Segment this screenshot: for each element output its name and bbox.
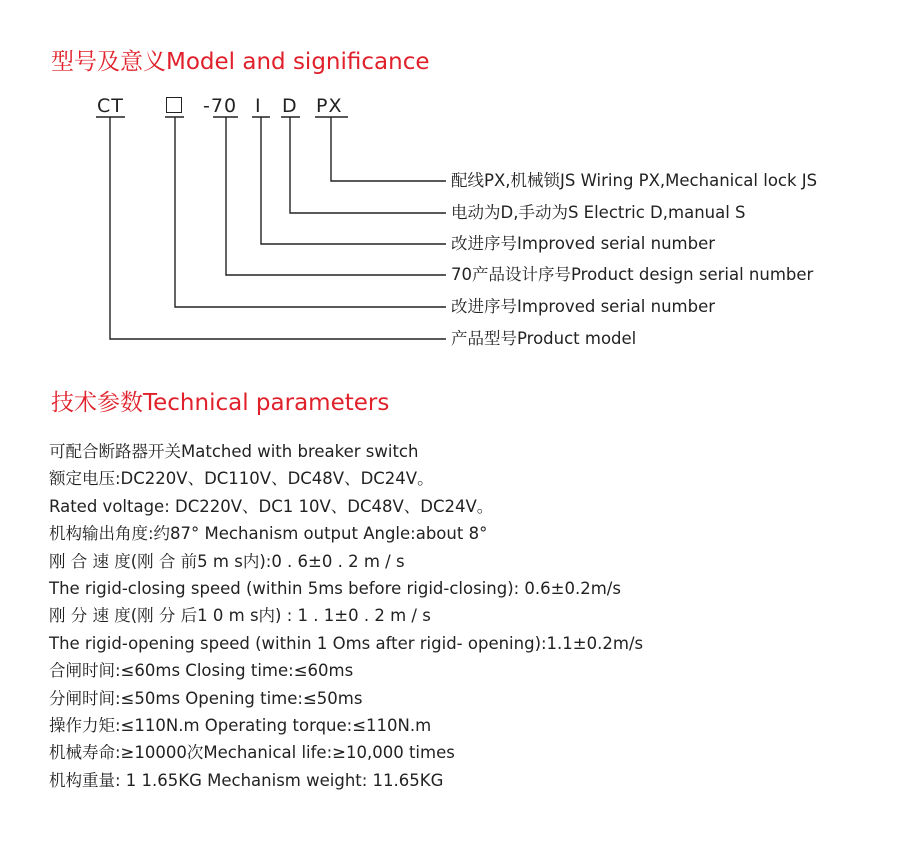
param-line: 机构输出角度:约87° Mechanism output Angle:about 8° — [49, 524, 488, 544]
param-line: 机械寿命:≥10000次Mechanical life:≥10,000 times — [49, 743, 455, 763]
param-line: 额定电压:DC220V、DC110V、DC48V、DC24V。 — [49, 469, 434, 489]
param-line: The rigid-closing speed (within 5ms before rigid-closing): 0.6±0.2m/s — [49, 578, 621, 598]
tech-section-title: 技术参数Technical parameters — [51, 390, 390, 416]
param-line: The rigid-opening speed (within 1 Oms after rigid- opening):1.1±0.2m/s — [49, 633, 644, 653]
param-line: Rated voltage: DC220V、DC1 10V、DC48V、DC24V。 — [49, 496, 494, 516]
desc-drive: 电动为D,手动为S Electric D,manual S — [451, 203, 746, 222]
param-line: 可配合断路器开关Matched with breaker switch — [49, 442, 419, 461]
param-line: 操作力矩:≤110N.m Operating torque:≤110N.m — [49, 715, 432, 735]
tech-params-list — [49, 438, 643, 794]
leader-drive — [290, 117, 446, 213]
leader-accessory — [331, 117, 446, 181]
desc-prefix: 产品型号Product model — [451, 329, 637, 348]
leader-prefix — [110, 117, 446, 339]
desc-accessory: 配线PX,机械锁JS Wiring PX,Mechanical lock JS — [451, 171, 818, 190]
code-prefix: CT — [97, 95, 124, 117]
param-line: 合闸时间:≤60ms Closing time:≤60ms — [49, 661, 354, 681]
code-accessory: PX — [316, 95, 343, 117]
leader-box — [175, 117, 446, 307]
desc-improve: 改进序号Improved serial number — [451, 234, 716, 253]
param-line: 刚 分 速 度(刚 分 后1 0 m s内) : 1 . 1±0 . 2 m / s — [49, 606, 431, 626]
model-section-title: 型号及意义Model and significance — [51, 49, 430, 75]
param-line: 分闸时间:≤50ms Opening time:≤50ms — [49, 688, 363, 708]
code-drive: D — [282, 95, 298, 117]
param-line: 刚 合 速 度(刚 合 前5 m s内):0 . 6±0 . 2 m / s — [49, 551, 405, 571]
desc-box: 改进序号Improved serial number — [451, 297, 716, 316]
code-design: -70 — [203, 95, 238, 117]
code-improve: I — [255, 95, 262, 117]
param-line: 机构重量: 1 1.65KG Mechanism weight: 11.65KG — [49, 770, 444, 790]
leader-design — [226, 117, 446, 275]
desc-design: 70产品设计序号Product design serial number — [451, 265, 814, 284]
